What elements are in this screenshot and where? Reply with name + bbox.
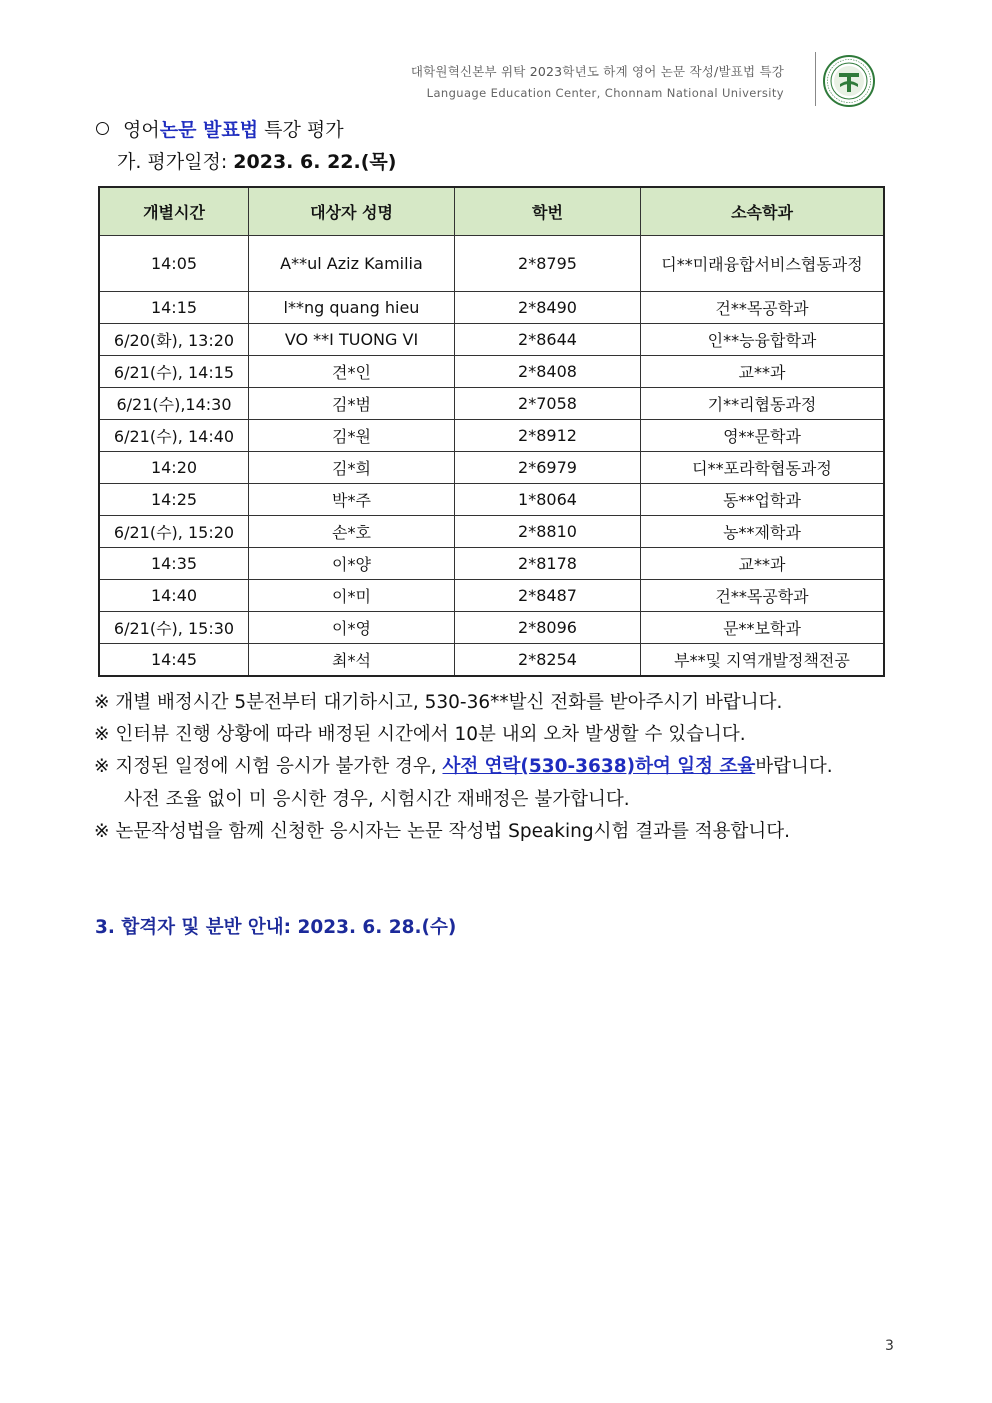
- cell-department: 문**보학과: [641, 612, 885, 644]
- cell-student-id: 2*8408: [455, 356, 641, 388]
- schedule-label: 가. 평가일정:: [117, 151, 234, 173]
- cell-student-id: 2*8178: [455, 548, 641, 580]
- schedule-date: 2023. 6. 22.(목): [233, 151, 397, 173]
- cell-department: 건**목공학과: [641, 580, 885, 612]
- circle-bullet-icon: [96, 122, 109, 135]
- note-reschedule-pre: ※ 지정된 일정에 시험 응시가 불가한 경우,: [94, 756, 443, 777]
- cell-name: 이*미: [249, 580, 455, 612]
- cell-name: 최*석: [249, 644, 455, 677]
- cell-time: 6/20(화), 13:20: [99, 324, 249, 356]
- cell-name: 견*인: [249, 356, 455, 388]
- cell-student-id: 2*8810: [455, 516, 641, 548]
- table-row: [99, 484, 884, 516]
- cell-student-id: 2*8644: [455, 324, 641, 356]
- cell-time: 14:05: [99, 236, 249, 292]
- section-heading: [96, 115, 344, 142]
- section-suffix: 특강 평가: [258, 119, 344, 141]
- note-interview-delay: ※ 인터뷰 진행 상황에 따라 배정된 시간에서 10분 내외 오차 발생할 수 있습니다.: [94, 724, 746, 745]
- header-name: 대상자 성명: [249, 187, 455, 236]
- cell-time: 6/21(수), 14:15: [99, 356, 249, 388]
- cell-department: 기**리협동과정: [641, 388, 885, 420]
- table-row: [99, 580, 884, 612]
- cell-time: 6/21(수), 15:30: [99, 612, 249, 644]
- cell-time: 14:40: [99, 580, 249, 612]
- cell-name: 이*영: [249, 612, 455, 644]
- page-number: 3: [885, 1338, 894, 1354]
- cell-name: A**ul Aziz Kamilia: [249, 236, 455, 292]
- schedule-subheading: [117, 147, 396, 174]
- header-student-id: 학번: [455, 187, 641, 236]
- cell-department: 인**능융합학과: [641, 324, 885, 356]
- table-row: [99, 324, 884, 356]
- cell-student-id: 2*8912: [455, 420, 641, 452]
- cell-name: VO **I TUONG VI: [249, 324, 455, 356]
- cell-department: 부**및 지역개발정책전공: [641, 644, 885, 677]
- cell-student-id: 2*8795: [455, 236, 641, 292]
- cell-name: 김*희: [249, 452, 455, 484]
- cell-department: 농**제학과: [641, 516, 885, 548]
- cell-name: 박*주: [249, 484, 455, 516]
- table-row: [99, 388, 884, 420]
- note-no-reassign: 사전 조율 없이 미 응시한 경우, 시험시간 재배정은 불가합니다.: [124, 789, 630, 810]
- cell-name: l**ng quang hieu: [249, 292, 455, 324]
- cell-name: 김*범: [249, 388, 455, 420]
- cell-time: 14:45: [99, 644, 249, 677]
- note-reschedule-post: 바랍니다.: [755, 756, 833, 777]
- cell-student-id: 2*8487: [455, 580, 641, 612]
- cell-name: 손*호: [249, 516, 455, 548]
- header-divider: [815, 52, 816, 106]
- cell-time: 14:35: [99, 548, 249, 580]
- cell-time: 6/21(수), 15:20: [99, 516, 249, 548]
- table-row: [99, 516, 884, 548]
- table-row: [99, 452, 884, 484]
- cell-student-id: 2*8490: [455, 292, 641, 324]
- cell-student-id: 2*7058: [455, 388, 641, 420]
- cell-department: 교**과: [641, 356, 885, 388]
- table-row: [99, 236, 884, 292]
- note-speaking-result: ※ 논문작성법을 함께 신청한 응시자는 논문 작성법 Speaking시험 결과를 적용합니다.: [94, 821, 790, 842]
- cell-department: 디**포라학협동과정: [641, 452, 885, 484]
- header-subtitle: Language Education Center, Chonnam National University: [426, 86, 784, 100]
- cell-department: 건**목공학과: [641, 292, 885, 324]
- table-row: [99, 612, 884, 644]
- cell-time: 14:15: [99, 292, 249, 324]
- section-prefix: 영어: [123, 119, 160, 141]
- cell-student-id: 2*8096: [455, 612, 641, 644]
- cell-student-id: 1*8064: [455, 484, 641, 516]
- table-row: [99, 356, 884, 388]
- cell-time: 14:25: [99, 484, 249, 516]
- header-department: 소속학과: [641, 187, 885, 236]
- cell-student-id: 2*8254: [455, 644, 641, 677]
- table-row: [99, 292, 884, 324]
- note-reschedule: [94, 752, 833, 778]
- table-row: [99, 420, 884, 452]
- header-time: 개별시간: [99, 187, 249, 236]
- cell-department: 동**업학과: [641, 484, 885, 516]
- cell-student-id: 2*6979: [455, 452, 641, 484]
- note-waiting: ※ 개별 배정시간 5분전부터 대기하시고, 530-36**발신 전화를 받아주시기 바랍니다.: [94, 692, 783, 713]
- cell-department: 교**과: [641, 548, 885, 580]
- cell-time: 6/21(수), 14:40: [99, 420, 249, 452]
- cell-time: 14:20: [99, 452, 249, 484]
- cell-department: 디**미래융합서비스협동과정: [641, 236, 885, 292]
- cell-name: 이*양: [249, 548, 455, 580]
- university-seal-icon: [822, 54, 876, 108]
- cell-time: 6/21(수),14:30: [99, 388, 249, 420]
- schedule-table: [98, 186, 885, 677]
- table-header-row: [99, 187, 884, 236]
- cell-department: 영**문학과: [641, 420, 885, 452]
- table-row: [99, 548, 884, 580]
- reschedule-contact-link[interactable]: 사전 연락(530-3638)하여 일정 조율: [442, 756, 756, 777]
- section-highlight: 논문 발표법: [159, 119, 259, 141]
- table-row: [99, 644, 884, 677]
- cell-name: 김*원: [249, 420, 455, 452]
- section-3-heading: 3. 합격자 및 분반 안내: 2023. 6. 28.(수): [95, 917, 457, 938]
- header-title: 대학원혁신본부 위탁 2023학년도 하계 영어 논문 작성/발표법 특강: [410, 64, 784, 79]
